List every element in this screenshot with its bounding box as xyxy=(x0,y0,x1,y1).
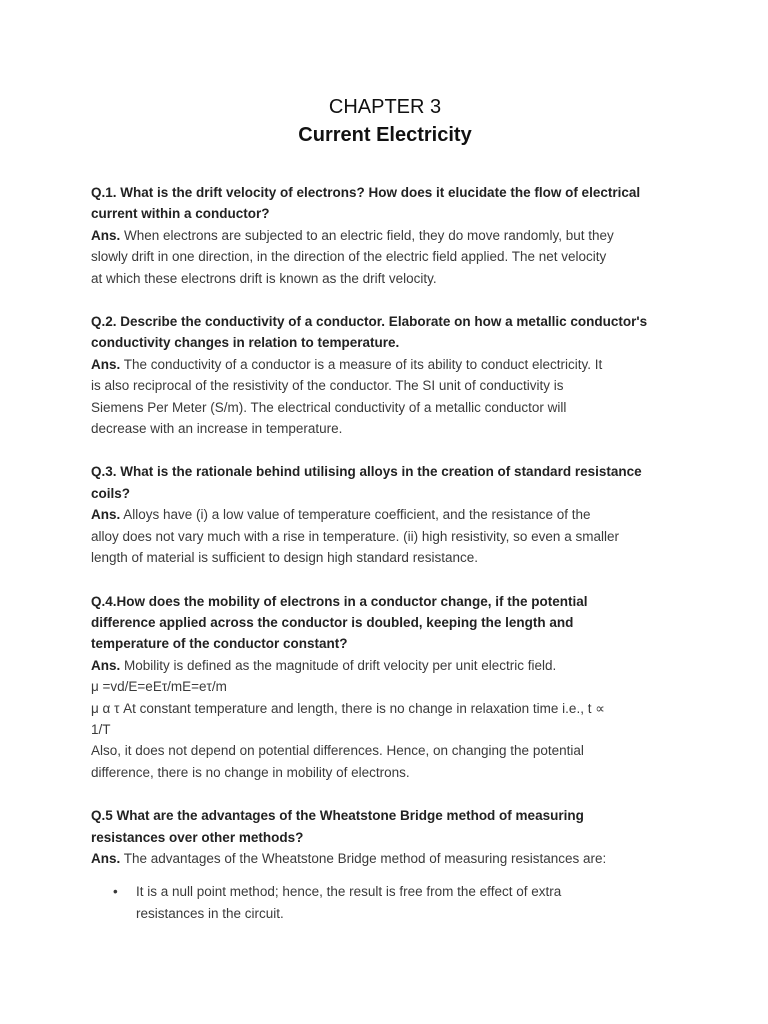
answer-line: alloy does not vary much with a rise in temperature. (ii) high resistivity, so even a smaller xyxy=(91,528,619,544)
answer-text: The advantages of the Wheatstone Bridge method of measuring resistances are: xyxy=(120,850,607,866)
answer-line xyxy=(91,655,679,676)
list-item-line: It is a null point method; hence, the result is free from the effect of extra xyxy=(136,884,562,900)
answer-label: Ans. xyxy=(91,657,121,673)
question-line: difference applied across the conductor is doubled, keeping the length and xyxy=(91,614,574,630)
answer-text: Alloys have (i) a low value of temperature coefficient, and the resistance of the xyxy=(120,507,591,523)
qa-block-5 xyxy=(91,805,679,869)
answer-line: μ α τ At constant temperature and length, there is no change in relaxation time i.e., t ∝ xyxy=(91,700,605,716)
answer-line xyxy=(91,354,679,375)
question-2 xyxy=(91,311,679,354)
question-line: Q.5 What are the advantages of the Wheatstone Bridge method of measuring xyxy=(91,808,584,824)
answer-2 xyxy=(91,354,679,440)
answer-5 xyxy=(91,848,679,869)
formula-line: μ =vd/E=eEτ/mE=eτ/m xyxy=(91,679,227,695)
chapter-header xyxy=(91,0,679,149)
answer-label: Ans. xyxy=(91,850,121,866)
answer-label: Ans. xyxy=(91,227,121,243)
qa-block-2 xyxy=(91,311,679,439)
question-line: Q.1. What is the drift velocity of electrons? How does it elucidate the flow of electrical xyxy=(91,185,641,200)
answer-line xyxy=(91,225,679,246)
answer-label: Ans. xyxy=(91,356,121,372)
chapter-title: Current Electricity xyxy=(298,124,472,146)
answer-line: difference, there is no change in mobility of electrons. xyxy=(91,764,410,780)
answer-line xyxy=(91,504,679,525)
question-line: current within a conductor? xyxy=(91,206,270,222)
question-4 xyxy=(91,591,679,655)
answer-text: The conductivity of a conductor is a measure of its ability to conduct electricity. It xyxy=(120,356,603,372)
question-line: Q.2. Describe the conductivity of a conductor. Elaborate on how a metallic conductor's xyxy=(91,314,648,330)
advantages-list xyxy=(91,881,679,924)
answer-4 xyxy=(91,655,679,783)
answer-line: Siemens Per Meter (S/m). The electrical conductivity of a metallic conductor will xyxy=(91,399,567,415)
answer-line: at which these electrons drift is known as the drift velocity. xyxy=(91,270,437,286)
answer-line: 1/T xyxy=(91,721,111,737)
question-line: coils? xyxy=(91,485,131,501)
qa-block-3 xyxy=(91,461,679,568)
answer-line: is also reciprocal of the resistivity of the conductor. The SI unit of conductivity is xyxy=(91,378,564,394)
answer-line: Also, it does not depend on potential differences. Hence, on changing the potential xyxy=(91,743,584,759)
answer-1 xyxy=(91,225,679,289)
bullet-icon: • xyxy=(113,884,118,900)
qa-block-4 xyxy=(91,591,679,784)
list-item xyxy=(113,881,679,924)
answer-text: When electrons are subjected to an electric field, they do move randomly, but they xyxy=(120,227,614,243)
answer-line: slowly drift in one direction, in the direction of the electric field applied. The net velocity xyxy=(91,249,607,265)
question-line: temperature of the conductor constant? xyxy=(91,636,348,652)
question-3 xyxy=(91,461,679,504)
question-1 xyxy=(91,182,679,225)
answer-text: Mobility is defined as the magnitude of drift velocity per unit electric field. xyxy=(120,657,557,673)
question-line: Q.3. What is the rationale behind utilising alloys in the creation of standard resistance xyxy=(91,464,642,480)
question-line: resistances over other methods? xyxy=(91,829,304,845)
chapter-number: CHAPTER 3 xyxy=(328,96,442,118)
answer-label: Ans. xyxy=(91,507,121,523)
answer-line: decrease with an increase in temperature. xyxy=(91,421,343,437)
answer-line: length of material is sufficient to design high standard resistance. xyxy=(91,550,478,566)
list-item-line: resistances in the circuit. xyxy=(136,905,284,921)
question-5 xyxy=(91,805,679,848)
qa-block-1 xyxy=(91,182,679,289)
question-line: conductivity changes in relation to temperature. xyxy=(91,335,400,351)
question-line: Q.4.How does the mobility of electrons in a conductor change, if the potential xyxy=(91,593,588,609)
answer-line xyxy=(91,848,679,869)
answer-3 xyxy=(91,504,679,568)
